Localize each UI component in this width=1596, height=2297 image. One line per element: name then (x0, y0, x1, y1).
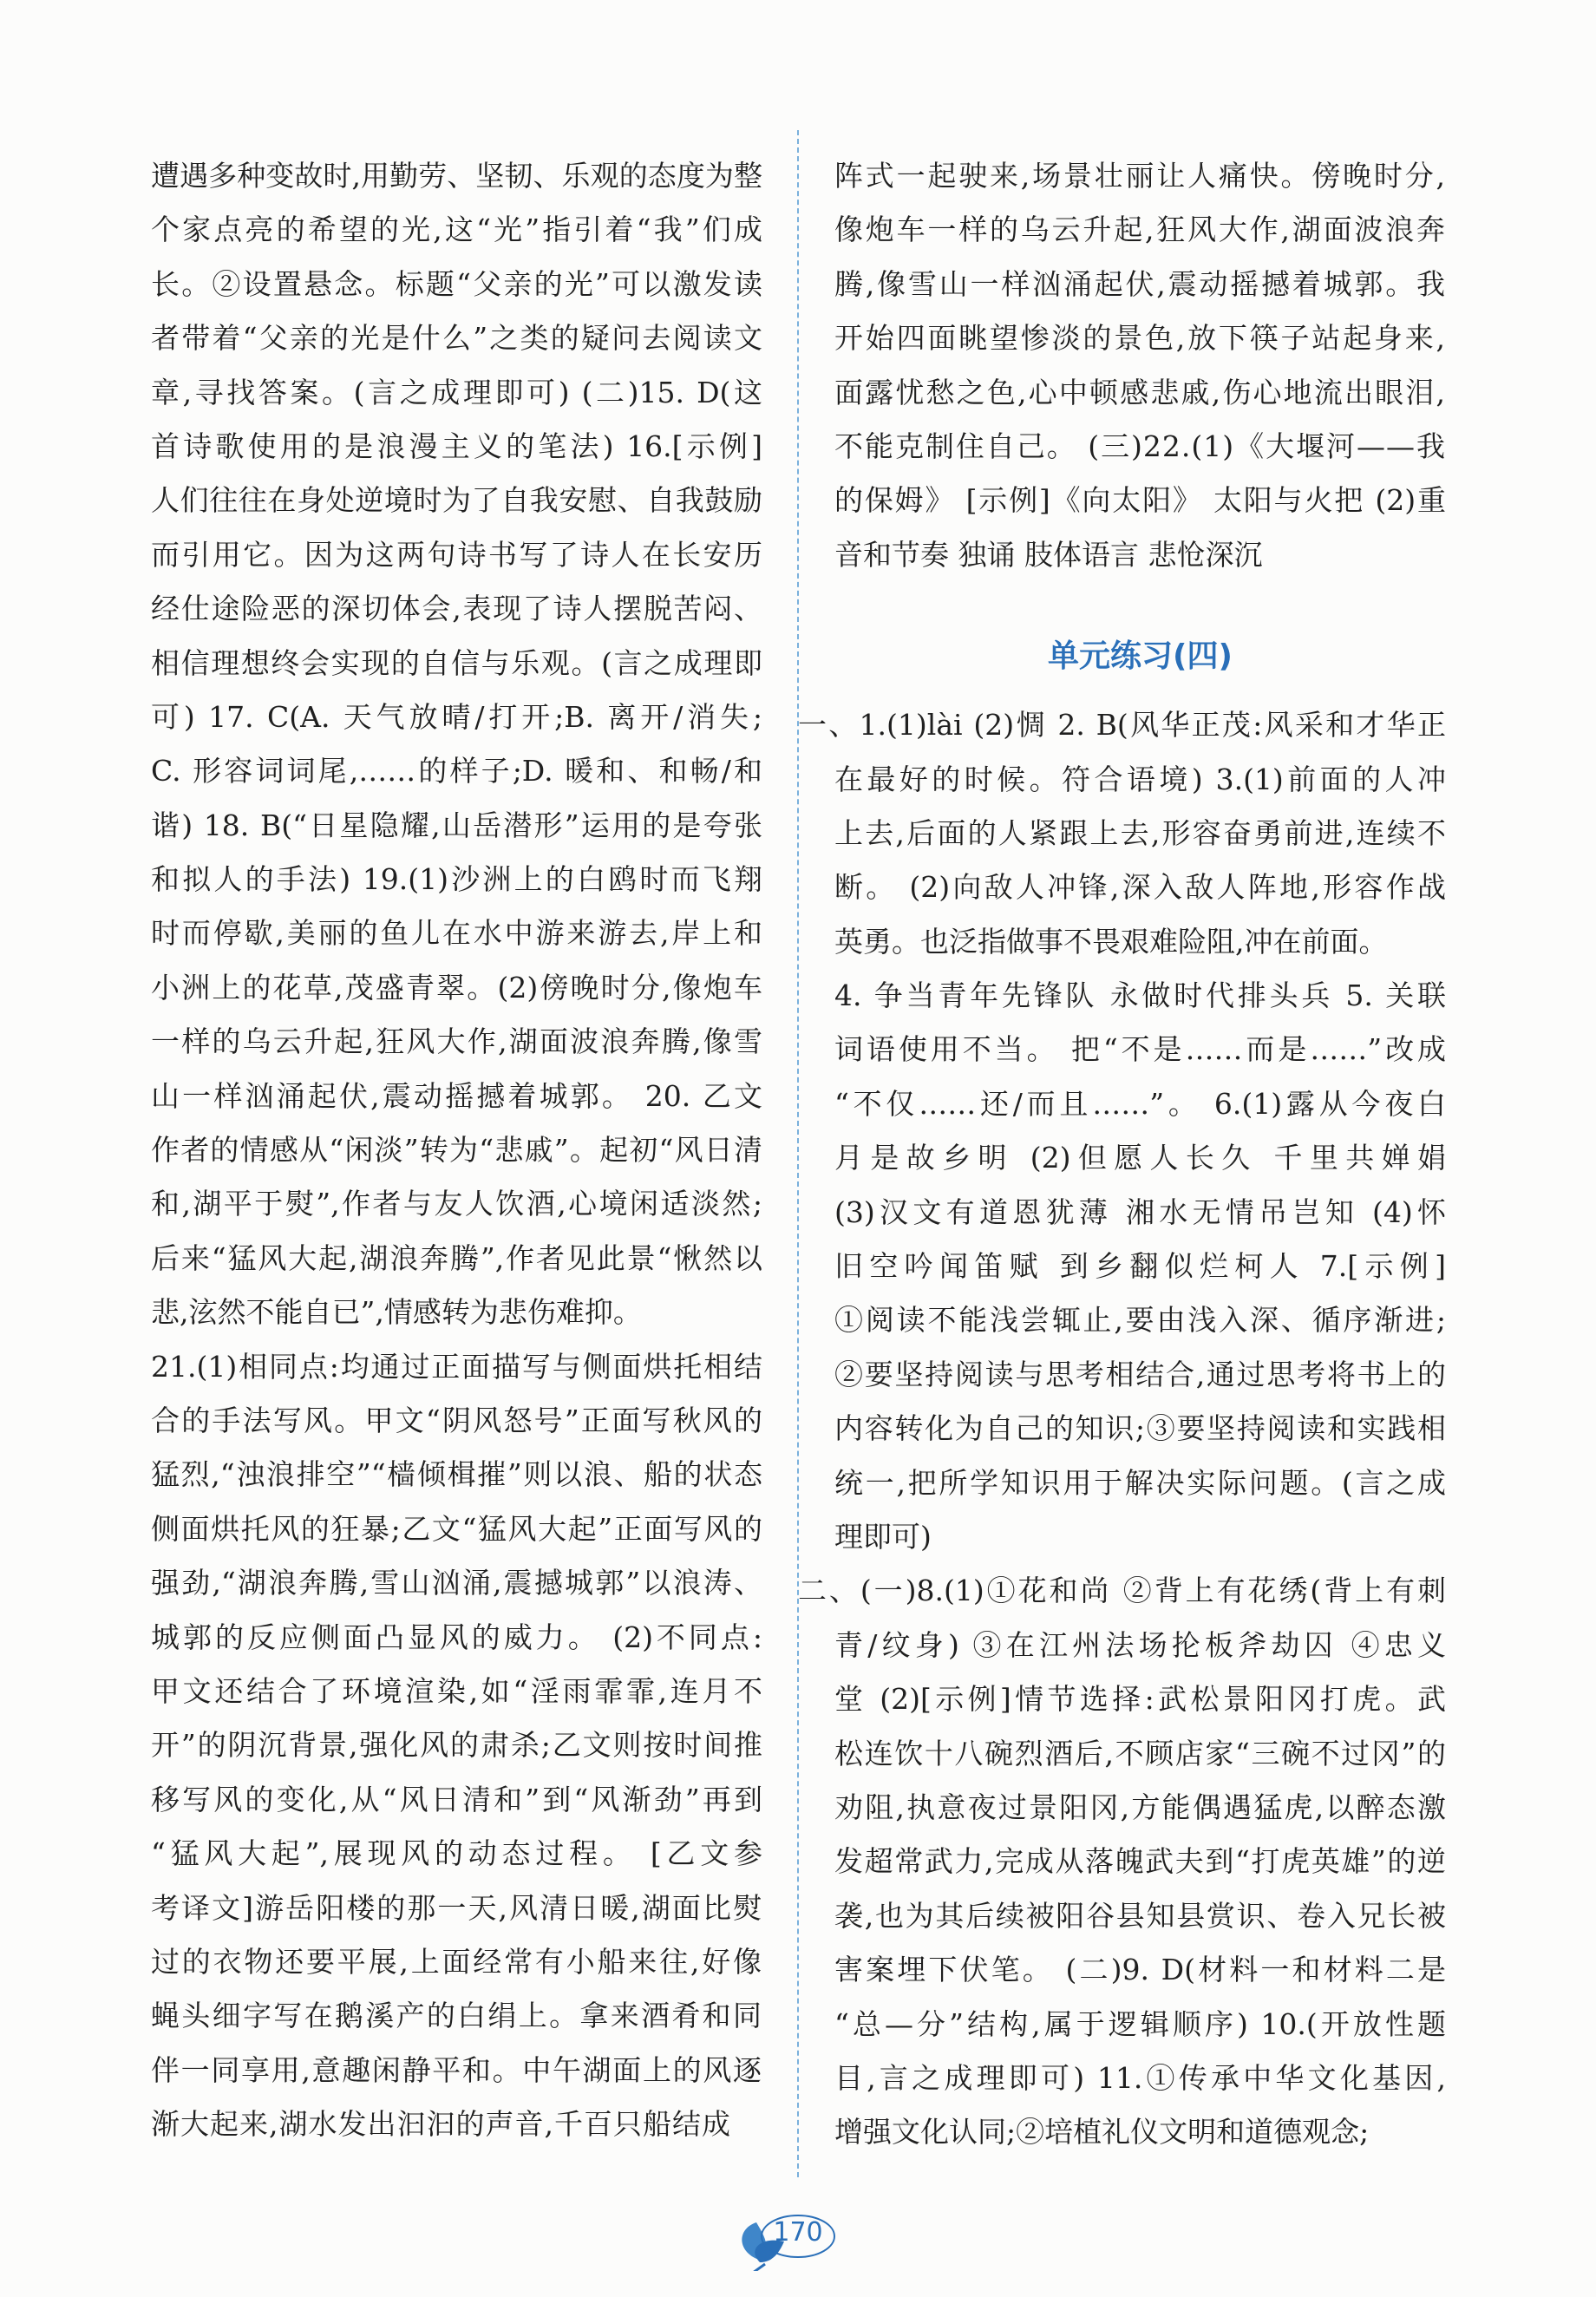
text-line: 悲,泫然不能自已”,情感转为悲伤难抑。 (151, 1295, 642, 1330)
text-line: 遭遇多种变故时,用勤劳、坚韧、乐观的态度为整 (151, 159, 762, 193)
text-line: 4. 争当青年先锋队 永做时代排头兵 5. 关联 (834, 978, 1446, 1013)
text-line: 山一样汹涌起伏,震动摇撼着城郭。 20. 乙文 (151, 1078, 762, 1113)
text-line: 人们往往在身处逆境时为了自我安慰、自我鼓励 (151, 483, 762, 518)
text-line: 音和节奏 独诵 肢体语言 悲怆深沉 (834, 537, 1263, 572)
text-line: 小洲上的花草,茂盛青翠。(2)傍晚时分,像炮车 (151, 970, 762, 1005)
text-line: 相信理想终会实现的自信与乐观。(言之成理即 (151, 645, 762, 680)
text-line: 旧空吟闻笛赋 到乡翻似烂柯人 7.[示例] (834, 1249, 1446, 1284)
text-line: 首诗歌使用的是浪漫主义的笔法) 16.[示例] (151, 429, 762, 463)
text-line: 和,湖平于熨”,作者与友人饮酒,心境闲适淡然; (151, 1187, 762, 1221)
left-column (151, 149, 762, 2151)
text-line: C. 形容词词尾,……的样子;D. 暖和、和畅/和 (151, 754, 762, 789)
text-line: 合的手法写风。甲文“阴风怒号”正面写秋风的 (151, 1403, 762, 1437)
text-line: 内容转化为自己的知识;③要坚持阅读和实践相 (834, 1411, 1446, 1446)
column-divider (797, 130, 799, 2177)
text-line: ①阅读不能浅尝辄止,要由浅入深、循序渐进; (834, 1303, 1446, 1338)
text-line: “猛风大起”,展现风的动态过程。 [乙文参 (151, 1836, 762, 1871)
text-line: 不能克制住自己。 (三)22.(1)《大堰河——我 (834, 429, 1446, 463)
text-line: 理即可) (834, 1519, 932, 1554)
text-line: 像炮车一样的乌云升起,狂风大作,湖面波浪奔 (834, 213, 1446, 247)
text-line: 断。 (2)向敌人冲锋,深入敌人阵地,形容作战 (834, 870, 1446, 905)
text-line: 甲文还结合了环境渲染,如“淫雨霏霏,连月不 (151, 1673, 762, 1708)
text-line: 长。②设置悬念。标题“父亲的光”可以激发读 (151, 266, 762, 301)
text-line: 松连饮十八碗烈酒后,不顾店家“三碗不过冈”的 (834, 1736, 1446, 1770)
text-line: 一、1.(1)lài (2)惆 2. B(风华正茂:风采和才华正 (798, 708, 1446, 743)
text-line: 而引用它。因为这两句诗书写了诗人在长安历 (151, 537, 762, 572)
text-line: 开始四面眺望惨淡的景色,放下筷子站起身来, (834, 321, 1446, 356)
text-line: 渐大起来,湖水发出汩汩的声音,千百只船结成 (151, 2107, 731, 2142)
text-line: 一样的乌云升起,狂风大作,湖面波浪奔腾,像雪 (151, 1024, 762, 1059)
text-line: “总—分”结构,属于逻辑顺序) 10.(开放性题 (834, 2006, 1446, 2041)
text-line: 堂 (2)[示例]情节选择:武松景阳冈打虎。武 (834, 1682, 1446, 1717)
text-line: 阵式一起驶来,场景壮丽让人痛快。傍晚时分, (834, 159, 1446, 193)
text-line: 伴一同享用,意趣闲静平和。中午湖面上的风逐 (151, 2052, 762, 2087)
page-number-badge (711, 2210, 885, 2271)
text-line: 强劲,“湖浪奔腾,雪山汹涌,震撼城郭”以浪涛、 (151, 1566, 762, 1600)
text-line: 城郭的反应侧面凸显风的威力。 (2)不同点: (151, 1620, 762, 1654)
text-line: 谐) 18. B(“日星隐耀,山岳潜形”运用的是夸张 (151, 808, 762, 842)
text-line: 袭,也为其后续被阳谷县知县赏识、卷入兄长被 (834, 1898, 1446, 1933)
text-line: 腾,像雪山一样汹涌起伏,震动摇撼着城郭。我 (834, 266, 1446, 301)
text-line: 可) 17. C(A. 天气放晴/打开;B. 离开/消失; (151, 699, 762, 734)
text-line: 个家点亮的希望的光,这“光”指引着“我”们成 (151, 213, 762, 247)
text-line: 侧面烘托风的狂暴;乙文“猛风大起”正面写风的 (151, 1511, 762, 1546)
text-line: 二、(一)8.(1)①花和尚 ②背上有花绣(背上有刺 (798, 1574, 1446, 1608)
text-line: 目,言之成理即可) 11.①传承中华文化基因, (834, 2060, 1446, 2095)
text-line: 者带着“父亲的光是什么”之类的疑问去阅读文 (151, 321, 762, 356)
right-bottom-block (798, 698, 1446, 2160)
text-line: 害案埋下伏笔。 (二)9. D(材料一和材料二是 (834, 1953, 1446, 1987)
text-line: 统一,把所学知识用于解决实际问题。(言之成 (834, 1465, 1446, 1500)
section-title: 单元练习(四) (1048, 638, 1233, 675)
text-line: 开”的阴沉背景,强化风的肃杀;乙文则按时间推 (151, 1728, 762, 1763)
text-line: 移写风的变化,从“风日清和”到“风渐劲”再到 (151, 1782, 762, 1816)
text-line: 青/纹身) ③在江州法场抡板斧劫囚 ④忠义 (834, 1627, 1446, 1662)
text-line: 考译文]游岳阳楼的那一天,风清日暖,湖面比熨 (151, 1890, 762, 1925)
text-line: 作者的情感从“闲淡”转为“悲戚”。起初“风日清 (151, 1133, 762, 1168)
text-line: 英勇。也泛指做事不畏艰难险阻,冲在前面。 (834, 924, 1388, 959)
text-line: 面露忧愁之色,心中顿感悲戚,伤心地流出眼泪, (834, 375, 1446, 409)
text-line: 21.(1)相同点:均通过正面描写与侧面烘托相结 (151, 1349, 762, 1384)
text-line: (3)汉文有道恩犹薄 湘水无情吊岂知 (4)怀 (834, 1194, 1446, 1229)
text-line: 章,寻找答案。(言之成理即可) (二)15. D(这 (151, 375, 762, 409)
text-line: 月是故乡明 (2)但愿人长久 千里共婵娟 (834, 1141, 1446, 1175)
right-column (798, 149, 1446, 2160)
text-line: 词语使用不当。 把“不是……而是……”改成 (834, 1032, 1446, 1067)
text-line: 上去,后面的人紧跟上去,形容奋勇前进,连续不 (834, 815, 1446, 850)
text-line: 增强文化认同;②培植礼仪文明和道德观念; (834, 2115, 1370, 2150)
right-top-block (834, 149, 1446, 582)
page-number: 170 (773, 2217, 823, 2248)
text-line: 猛烈,“浊浪排空”“樯倾楫摧”则以浪、船的状态 (151, 1457, 762, 1492)
text-line: 蝇头细字写在鹅溪产的白绢上。拿来酒肴和同 (151, 1999, 762, 2033)
text-line: 在最好的时候。符合语境) 3.(1)前面的人冲 (834, 762, 1446, 796)
text-line: 时而停歇,美丽的鱼儿在水中游来游去,岸上和 (151, 916, 762, 951)
text-line: 和拟人的手法) 19.(1)沙洲上的白鸥时而飞翔 (151, 862, 762, 897)
text-line: 发超常武力,完成从落魄武夫到“打虎英雄”的逆 (834, 1844, 1446, 1879)
text-line: 过的衣物还要平展,上面经常有小船来往,好像 (151, 1944, 762, 1979)
text-line: 劝阻,执意夜过景阳冈,方能偶遇猛虎,以醉态激 (834, 1790, 1446, 1824)
text-line: 后来“猛风大起,湖浪奔腾”,作者见此景“愀然以 (151, 1240, 762, 1275)
text-line: 经仕途险恶的深切体会,表现了诗人摆脱苦闷、 (151, 592, 762, 626)
text-line: 的保姆》 [示例]《向太阳》 太阳与火把 (2)重 (834, 483, 1446, 518)
text-line: ②要坚持阅读与思考相结合,通过思考将书上的 (834, 1357, 1446, 1391)
text-line: “不仅……还/而且……”。 6.(1)露从今夜白 (834, 1086, 1446, 1121)
